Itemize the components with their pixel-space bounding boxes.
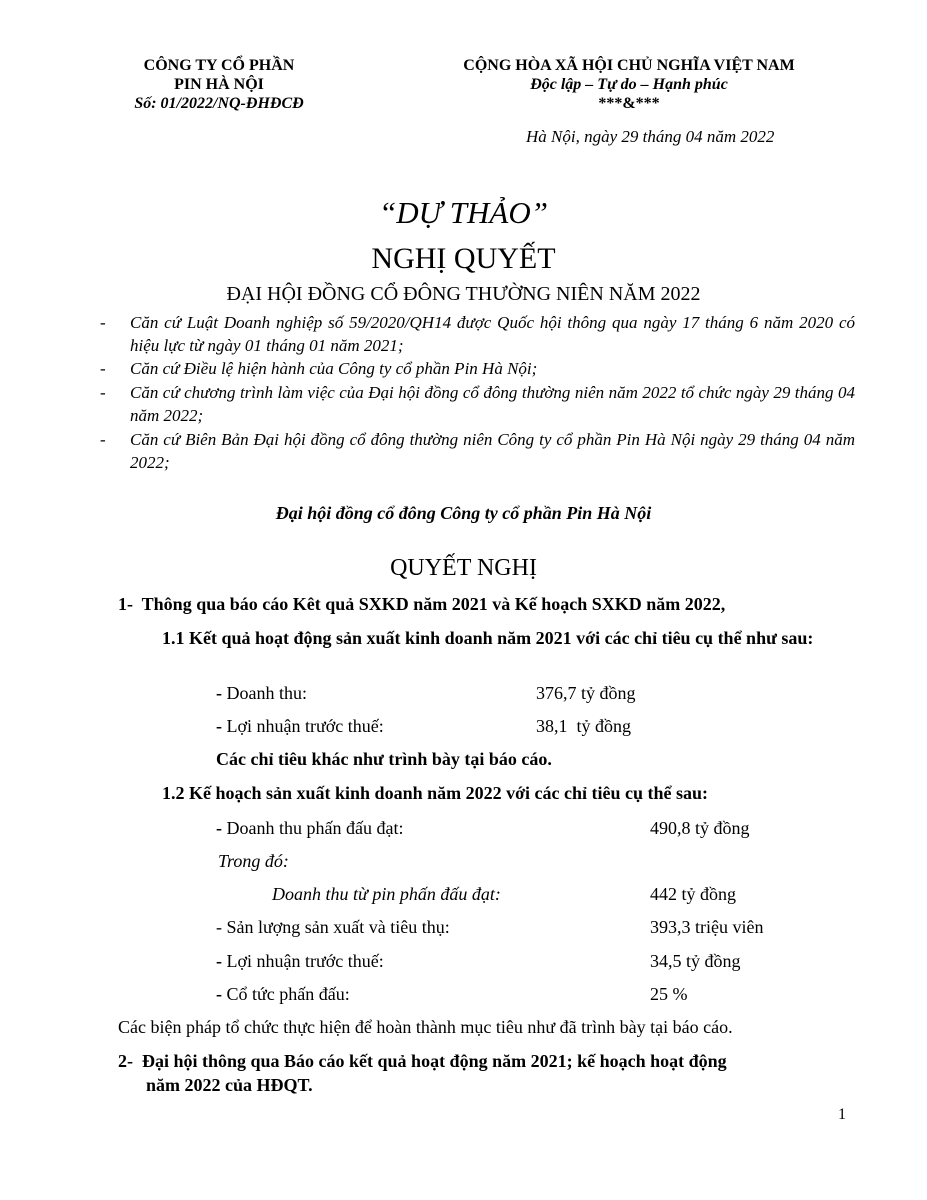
other-indicators-note: Các chỉ tiêu khác như trình bày tại báo cáo. xyxy=(216,749,552,769)
resolve-title: QUYẾT NGHỊ xyxy=(390,555,537,581)
section2-heading-line1: 2- Đại hội thông qua Báo cáo kết quả hoạt động năm 2021; kế hoạch hoạt động xyxy=(118,1051,727,1071)
section1-heading: 1- Thông qua báo cáo Kêt quả SXKD năm 2021 và Kế hoạch SXKD năm 2022, xyxy=(118,594,726,614)
plan-output-label: - Sản lượng sản xuất và tiêu thụ: xyxy=(216,917,450,937)
plan-profit-label xyxy=(216,951,384,972)
plan-revenue-text: Doanh thu phấn đấu đạt: xyxy=(222,818,404,838)
result-profit-text: Lợi nhuận trước thuế: xyxy=(222,716,384,736)
plan-dividend-label xyxy=(216,984,350,1005)
nation-title: CỘNG HÒA XÃ HỘI CHỦ NGHĨA VIỆT NAM xyxy=(463,57,795,74)
plan-revenue-label xyxy=(216,818,403,839)
result-profit-label xyxy=(216,716,384,737)
list-dash: - xyxy=(216,951,222,971)
legal-basis-item xyxy=(100,311,855,357)
plan-profit-value: 34,5 tỷ đồng xyxy=(650,951,741,971)
result-revenue-value: 376,7 tỷ đồng xyxy=(536,683,636,703)
draft-label: “DỰ THẢO” xyxy=(379,195,548,230)
company-name-line2: PIN HÀ NỘI xyxy=(174,76,264,93)
document-title: NGHỊ QUYẾT xyxy=(371,242,556,275)
plan-output-value: 393,3 triệu viên xyxy=(650,917,764,937)
plan-battery-label: Doanh thu từ pin phấn đấu đạt: xyxy=(272,884,501,904)
document-number: Số: 01/2022/NQ-ĐHĐCĐ xyxy=(134,95,304,112)
legal-basis-text: Căn cứ chương trình làm việc của Đại hội đồng cổ đông thường niên năm 2022 tổ chức ngày 29 tháng 04 năm 2022; xyxy=(130,383,855,425)
section1-1-heading: 1.1 Kết quả hoạt động sản xuất kinh doanh năm 2021 với các chỉ tiêu cụ thể như sau: xyxy=(162,628,814,648)
company-name-line1: CÔNG TY CỔ PHẦN xyxy=(143,57,295,74)
document-subtitle: ĐẠI HỘI ĐỒNG CỔ ĐÔNG THƯỜNG NIÊN NĂM 2022 xyxy=(226,283,701,305)
legal-basis-text: Căn cứ Luật Doanh nghiệp số 59/2020/QH14 được Quốc hội thông qua ngày 17 tháng 6 năm 2020 có hiệu lực từ ngày 01 tháng 01 năm 2021; xyxy=(130,313,855,355)
legal-basis-item xyxy=(100,357,855,380)
section2-heading-line2: năm 2022 của HĐQT. xyxy=(146,1075,313,1095)
legal-basis-text: Căn cứ Biên Bản Đại hội đồng cổ đông thường niên Công ty cổ phần Pin Hà Nội ngày 29 tháng 04 năm 2022; xyxy=(130,430,855,472)
result-profit-value: 38,1 tỷ đồng xyxy=(536,716,632,736)
of-which-label: Trong đó: xyxy=(218,851,289,871)
place-date: Hà Nội, ngày 29 tháng 04 năm 2022 xyxy=(526,127,775,146)
list-dash: - xyxy=(216,683,222,703)
list-dash: - xyxy=(100,313,106,332)
list-dash: - xyxy=(100,383,106,402)
legal-basis-item xyxy=(100,381,855,427)
legal-basis-text: Căn cứ Điều lệ hiện hành của Công ty cổ phần Pin Hà Nội; xyxy=(130,359,538,378)
page-number: 1 xyxy=(838,1106,846,1123)
national-motto: Độc lập – Tự do – Hạnh phúc xyxy=(530,76,728,93)
list-dash: - xyxy=(216,716,222,736)
result-revenue-label xyxy=(216,683,307,704)
motto-stars: ***&*** xyxy=(598,95,660,112)
section1-2-heading: 1.2 Kế hoạch sản xuất kinh doanh năm 2022 với các chỉ tiêu cụ thể sau: xyxy=(162,783,709,803)
list-dash: - xyxy=(100,359,106,378)
list-dash: - xyxy=(216,818,222,838)
list-dash: - xyxy=(216,984,222,1004)
assembly-statement: Đại hội đồng cổ đông Công ty cổ phần Pin Hà Nội xyxy=(275,503,652,523)
plan-dividend-text: Cổ tức phấn đấu: xyxy=(222,984,350,1004)
plan-battery-value: 442 tỷ đồng xyxy=(650,884,737,904)
plan-revenue-value: 490,8 tỷ đồng xyxy=(650,818,750,838)
measures-note: Các biện pháp tổ chức thực hiện để hoàn thành mục tiêu như đã trình bày tại báo cáo. xyxy=(118,1017,733,1037)
plan-profit-text: Lợi nhuận trước thuế: xyxy=(222,951,384,971)
result-revenue-text: Doanh thu: xyxy=(222,683,307,703)
list-dash: - xyxy=(100,430,106,449)
plan-dividend-value: 25 % xyxy=(650,984,688,1004)
legal-basis-item xyxy=(100,428,855,474)
